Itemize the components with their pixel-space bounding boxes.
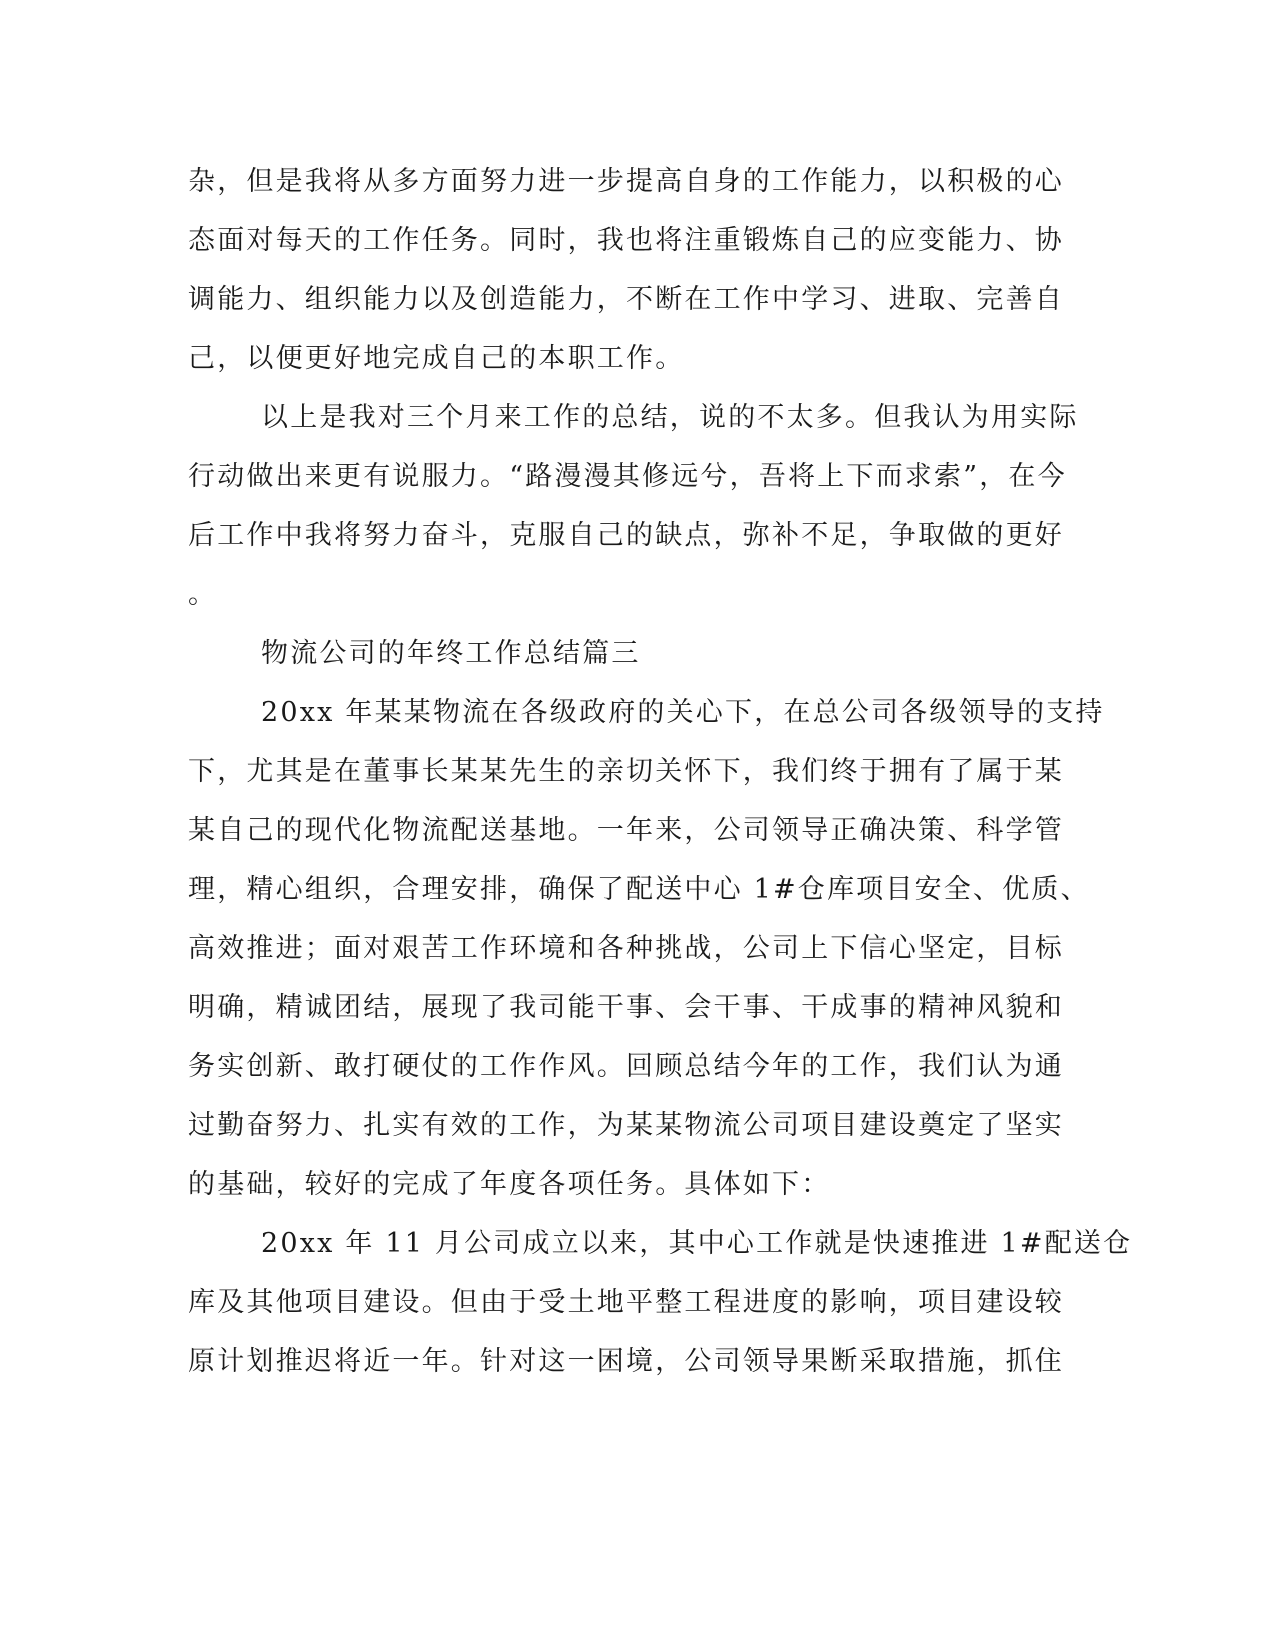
paragraph-line: 以上是我对三个月来工作的总结，说的不太多。但我认为用实际 [261,402,1079,433]
paragraph-line: 某自己的现代化物流配送基地。一年来，公司领导正确决策、科学管 [188,815,1064,846]
paragraph-line: 20xx 年 11 月公司成立以来，其中心工作就是快速推进 1#配送仓 [261,1228,1133,1259]
paragraph-line: 过勤奋努力、扎实有效的工作，为某某物流公司项目建设奠定了坚实 [188,1110,1064,1141]
section-heading: 物流公司的年终工作总结篇三 [261,638,641,669]
paragraph-line: 行动做出来更有说服力。“路漫漫其修远兮，吾将上下而求索”，在今 [188,461,1067,492]
paragraph-line: 务实创新、敢打硬仗的工作作风。回顾总结今年的工作，我们认为通 [188,1051,1064,1082]
paragraph-line: 明确，精诚团结，展现了我司能干事、会干事、干成事的精神风貌和 [188,992,1064,1023]
paragraph-line: 。 [188,579,218,610]
paragraph-line: 原计划推迟将近一年。针对这一困境，公司领导果断采取措施，抓住 [188,1346,1064,1377]
paragraph-line: 杂，但是我将从多方面努力进一步提高自身的工作能力，以积极的心 [188,166,1064,197]
paragraph-line: 调能力、组织能力以及创造能力，不断在工作中学习、进取、完善自 [188,284,1064,315]
paragraph-line: 后工作中我将努力奋斗，克服自己的缺点，弥补不足，争取做的更好 [188,520,1064,551]
paragraph-line: 理，精心组织，合理安排，确保了配送中心 1#仓库项目安全、优质、 [188,874,1090,905]
paragraph-line: 己，以便更好地完成自己的本职工作。 [188,343,685,374]
paragraph-line: 库及其他项目建设。但由于受土地平整工程进度的影响，项目建设较 [188,1287,1064,1318]
paragraph-line: 20xx 年某某物流在各级政府的关心下，在总公司各级领导的支持 [261,697,1105,728]
paragraph-line: 高效推进；面对艰苦工作环境和各种挑战，公司上下信心坚定，目标 [188,933,1064,964]
paragraph-line: 下，尤其是在董事长某某先生的亲切关怀下，我们终于拥有了属于某 [188,756,1064,787]
paragraph-line: 态面对每天的工作任务。同时，我也将注重锻炼自己的应变能力、协 [188,225,1064,256]
paragraph-line: 的基础，较好的完成了年度各项任务。具体如下： [188,1169,831,1200]
